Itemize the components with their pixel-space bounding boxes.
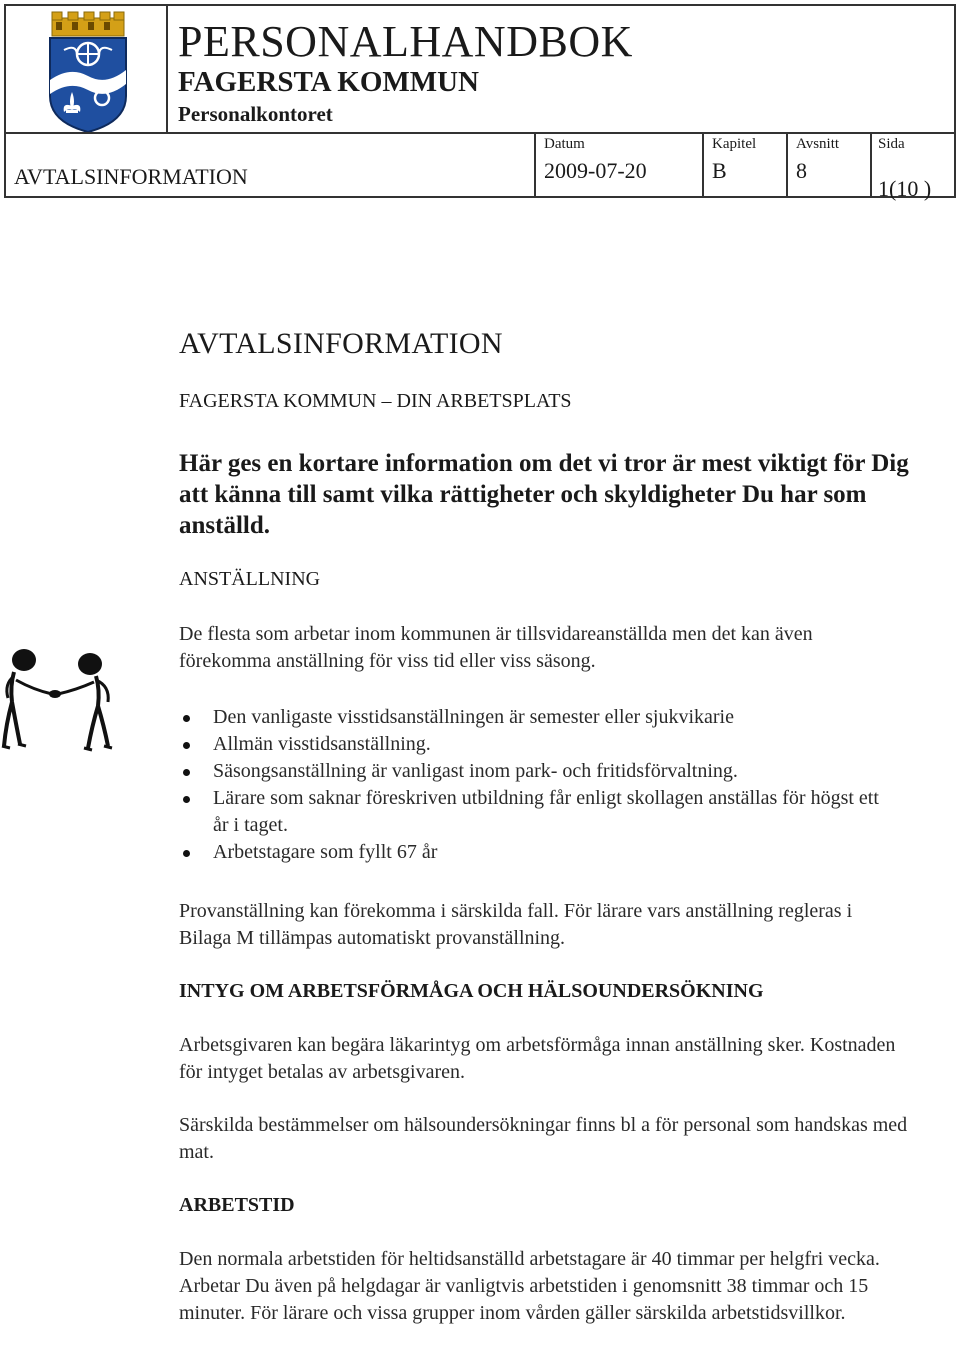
document-title: AVTALSINFORMATION [179,327,503,360]
organization-name: FAGERSTA KOMMUN [178,66,480,98]
chapter-value: B [712,158,727,183]
provanstallning-paragraph: Provanställning kan förekomma i särskilda fall. För lärare vars anställning regleras i Bilaga M tillämpas automatiskt provanställning. [179,900,853,949]
arbetstid-paragraph: Den normala arbetstiden för heltidsanställd arbetstagare är 40 timmar per helgfri vecka. Arbetar Du även på helgdagar är vanligtvis arbetstiden i genomsnitt 38 timmar och 15 minuter. För lärare och vissa grupper inom vården gäller särskilda arbetstidsvillkor. [179,1248,880,1324]
section-heading-intyg: INTYG OM ARBETSFÖRMÅGA OCH HÄLSOUNDERSÖKNING [179,980,764,1002]
intro-paragraph: Här ges en kortare information om det vi tror är mest viktigt för Dig att känna till samt vilka rättigheter och skyldigheter Du har som anställd. [179,450,909,539]
intyg-paragraph-1: Arbetsgivaren kan begära läkarintyg om arbetsförmåga innan anställning sker. Kostnaden för intyget betalas av arbetsgivaren. [179,1034,896,1083]
department-name: Personalkontoret [178,102,333,126]
coat-of-arms-icon [46,10,130,132]
list-item: Den vanligaste visstidsanställningen är semester eller sjukvikarie [179,704,899,731]
part-label: Avsnitt [796,136,840,152]
anstallning-bullet-list [179,704,899,866]
section-heading-arbetstid: ARBETSTID [179,1194,295,1216]
list-item: Arbetstagare som fyllt 67 år [179,839,899,866]
header-divider [702,132,704,198]
date-value: 2009-07-20 [544,158,647,183]
municipal-coat-of-arms [6,6,168,132]
handshake-icon [0,646,118,752]
bullet-icon [183,742,190,749]
bullet-icon [183,850,190,857]
handshake-illustration [0,646,118,757]
date-label: Datum [544,136,585,152]
intyg-paragraph-2: Särskilda bestämmelser om hälsoundersökningar finns bl a för personal som handskas med mat. [179,1114,908,1163]
list-item: Säsongsanställning är vanligast inom park- och fritidsförvaltning. [179,758,899,785]
anstallning-paragraph: De flesta som arbetar inom kommunen är tillsvidareanställda men det kan även förekomma anställning för viss tid eller viss säsong. [179,623,813,672]
bullet-icon [183,715,190,722]
handbook-title: PERSONALHANDBOK [178,17,633,66]
document-header [4,4,956,201]
section-heading-anstallning: ANSTÄLLNING [179,568,321,590]
header-divider [786,132,788,198]
page-label: Sida [878,136,905,152]
header-divider [534,132,536,198]
page-value: 1(10 ) [878,176,932,201]
part-value: 8 [796,158,807,183]
header-divider [6,132,954,134]
header-divider [870,132,872,198]
list-item: Lärare som saknar föreskriven utbildning får enligt skollagen anställas för högst ett år i taget. [179,785,899,839]
list-item: Allmän visstidsanställning. [179,731,899,758]
document-subtitle: FAGERSTA KOMMUN – DIN ARBETSPLATS [179,390,572,412]
bullet-icon [183,796,190,803]
bullet-icon [183,769,190,776]
section-label: AVTALSINFORMATION [14,164,248,189]
chapter-label: Kapitel [712,136,757,152]
